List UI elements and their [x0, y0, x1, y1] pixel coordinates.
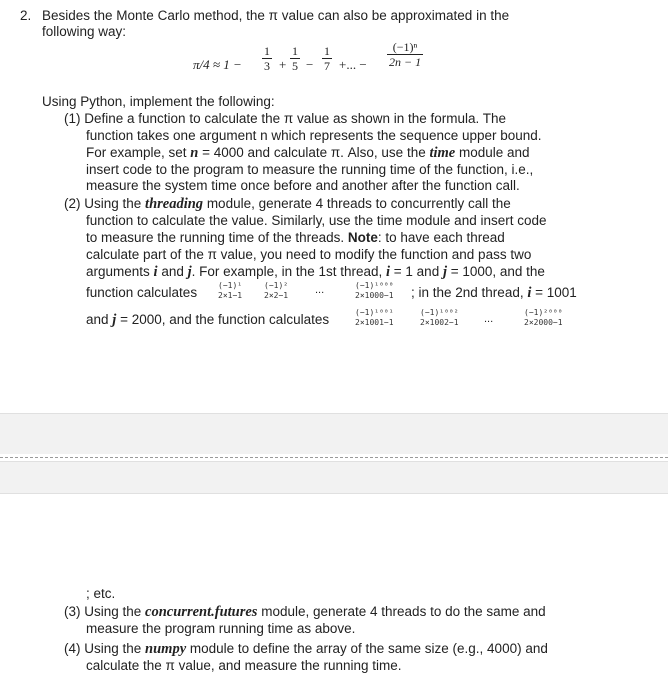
thread2-term-1: (−1)¹⁰⁰¹ 2×1001−1: [355, 308, 394, 327]
page-break-band-lower: [0, 461, 668, 494]
page-break-edge: [0, 493, 668, 494]
formula-lhs: π/4 ≈ 1 −: [193, 57, 242, 72]
question-number: 2.: [20, 8, 32, 23]
thread2-term-last: (−1)²⁰⁰⁰ 2×2000−1: [524, 308, 563, 327]
question-intro-line2: following way:: [42, 24, 127, 39]
question-intro-line1: Besides the Monte Carlo method, the π value can also be approximated in the: [42, 8, 510, 23]
formula-op-1: +: [279, 57, 287, 72]
formula-term-1: 1 3: [264, 44, 270, 73]
thread1-term-2: (−1)² 2×2−1: [264, 281, 289, 300]
formula-term-n: (−1)ⁿ 2n − 1: [389, 40, 422, 69]
thread1-term-1: (−1)¹ 2×1−1: [218, 281, 243, 300]
page-break-line: [0, 457, 668, 458]
thread1-term-last: (−1)¹⁰⁰⁰ 2×1000−1: [355, 281, 394, 300]
formula-op-3: +... −: [339, 57, 367, 72]
formula-op-2: −: [306, 57, 314, 72]
page-break-band: [0, 413, 668, 454]
continuation-text: ; etc.: [86, 586, 116, 601]
formula-term-3: 1 7: [324, 44, 330, 73]
formula-term-2: 1 5: [292, 44, 298, 73]
python-intro: Using Python, implement the following:: [42, 94, 275, 109]
thread2-term-2: (−1)¹⁰⁰² 2×1002−1: [420, 308, 459, 327]
